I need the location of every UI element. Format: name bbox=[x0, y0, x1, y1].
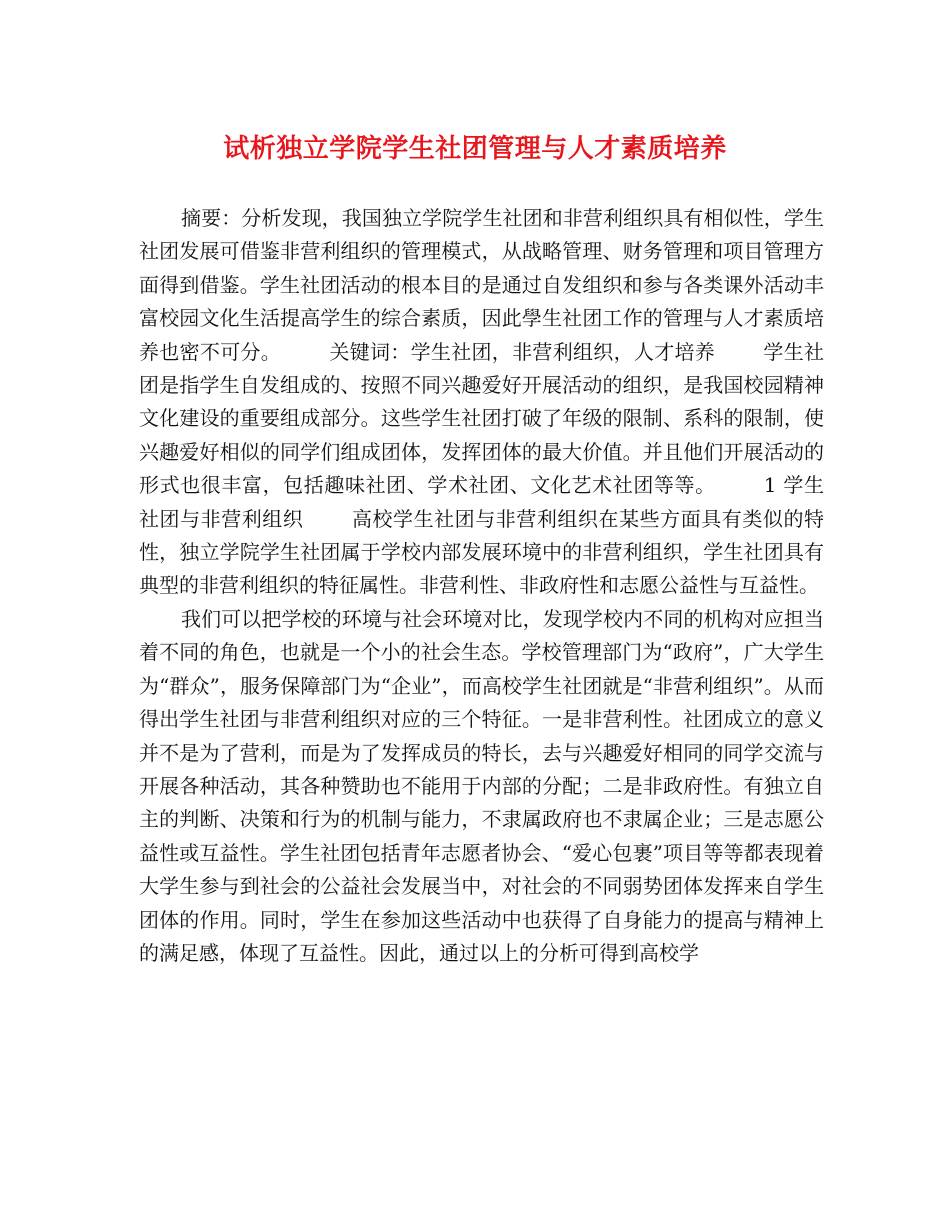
document-body bbox=[139, 202, 824, 970]
paragraph-body: 我们可以把学校的环境与社会环境对比，发现学校内不同的机构对应担当着不同的角色，也就是一个小的社会生态。学校管理部门为“政府”，广大学生为“群众”，服务保障部门为“企业”，而高校学生社团就是“非营利组织”。从而得出学生社团与非营利组织对应的三个特征。一是非营利性。社团成立的意义并不是为了营利，而是为了发挥成员的特长，去与兴趣爱好相同的同学交流与开展各种活动，其各种赞助也不能用于内部的分配；二是非政府性。有独立自主的判断、决策和行为的机制与能力，不隶属政府也不隶属企业；三是志愿公益性或互益性。学生社团包括青年志愿者协会、“爱心包裹”项目等等都表现着大学生参与到社会的公益社会发展当中，对社会的不同弱势团体发挥来自学生团体的作用。同时，学生在参加这些活动中也获得了自身能力的提高与精神上的满足感，体现了互益性。因此，通过以上的分析可得到高校学 bbox=[139, 606, 824, 965]
document-title: 试析独立学院学生社团管理与人才素质培养 bbox=[223, 134, 727, 164]
abstract-text: 摘要：分析发现，我国独立学院学生社团和非营利组织具有相似性，学生社团发展可借鉴非营利组织的管理模式，从战略管理、财务管理和项目管理方面得到借鉴。学生社团活动的根本目的是通过自发组织和参与各类课外活动丰富校园文化生活提高学生的综合素质，因此學生社团工作的管理与人才素质培养也密不可分。 bbox=[139, 206, 824, 364]
section-text: 高校学生社团与非营利组织在某些方面具有类似的特性，独立学院学生社团属于学校内部发展环境中的非营利组织，学生社团具有典型的非营利组织的特征属性。非营利性、非政府性和志愿公益性与互益性。 bbox=[139, 506, 825, 598]
paragraph-abstract bbox=[139, 202, 824, 603]
section-heading: 1 学生社团与非营利组织 bbox=[139, 473, 824, 531]
keywords-text: 关键词：学生社团，非营利组织，人才培养 bbox=[329, 339, 716, 364]
intro-text: 学生社团是指学生自发组成的、按照不同兴趣爱好开展活动的组织，是我国校园精神文化建设的重要组成部分。这些学生社团打破了年级的限制、系科的限制，使兴趣爱好相似的同学们组成团体，发挥团体的最大价值。并且他们开展活动的形式也很丰富，包括趣味社团、学术社团、文化艺术社团等等。 bbox=[139, 339, 825, 498]
